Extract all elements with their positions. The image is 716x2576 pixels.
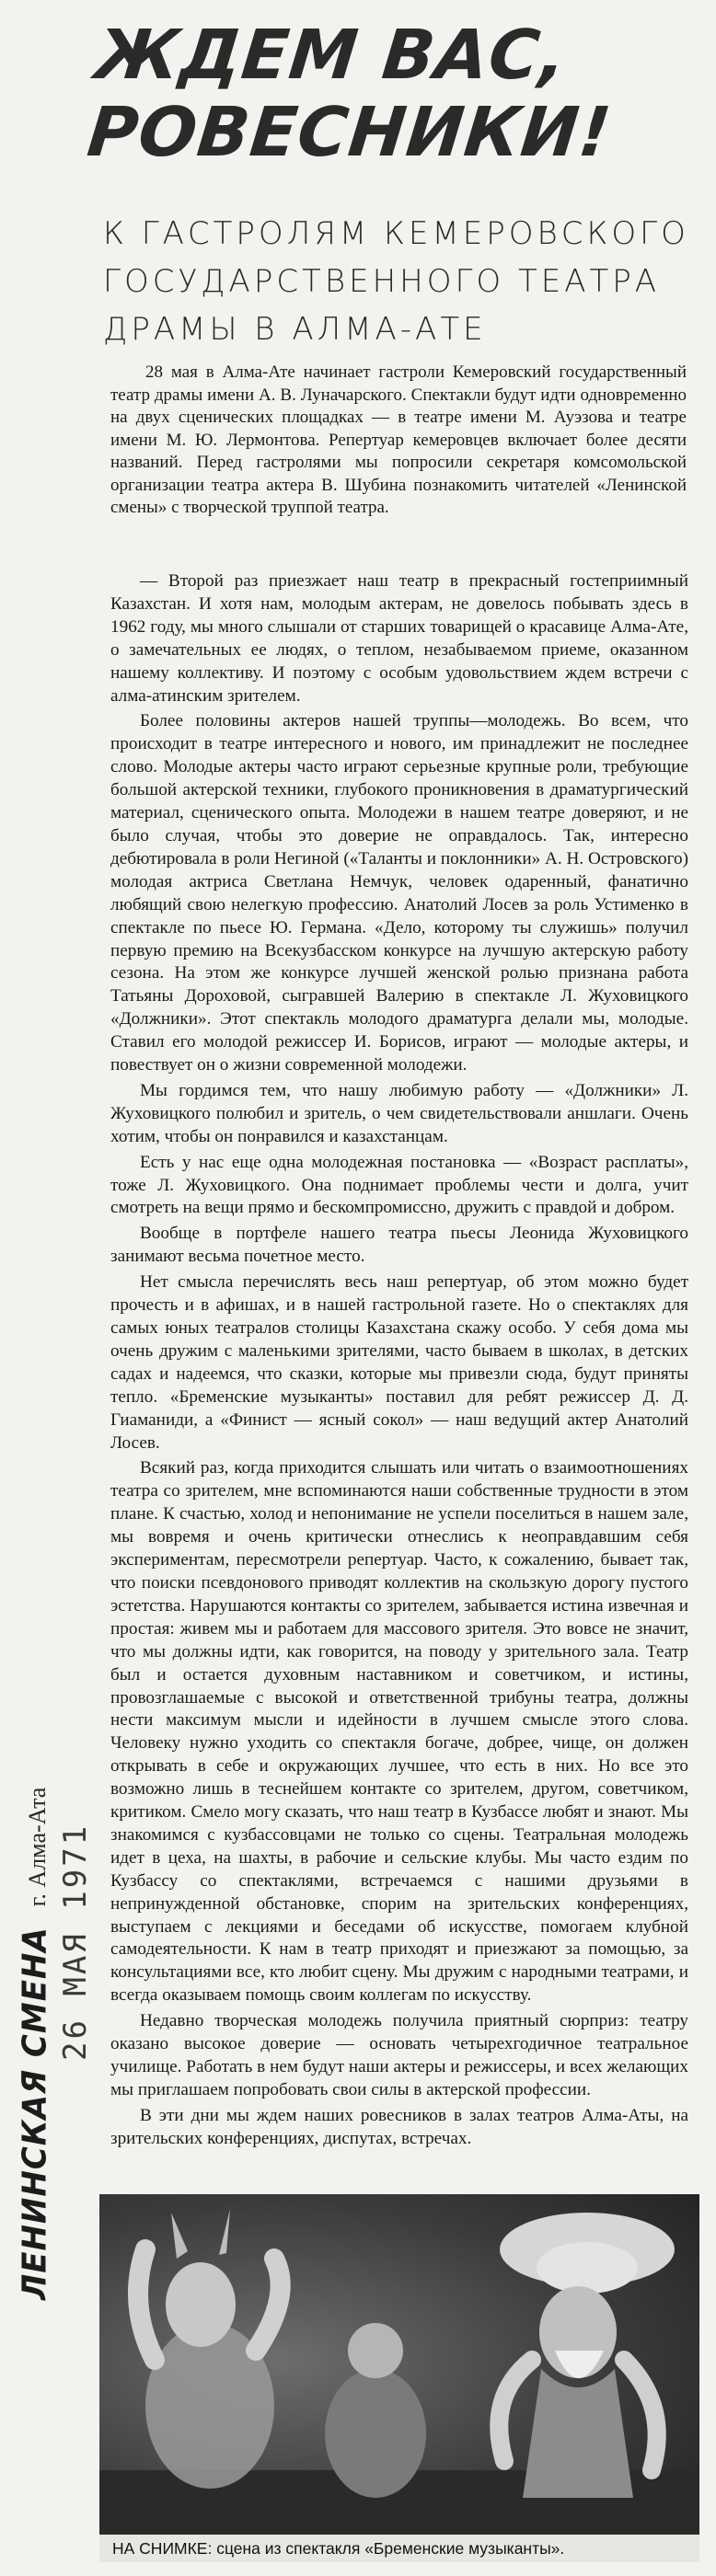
date-stamp: 26 МАЯ 1971: [57, 1823, 94, 2061]
article-body: [110, 570, 688, 2154]
article-paragraph: Вообще в портфеле нашего театра пьесы Леонида Жуховицкого занимают весьма почетное место.: [110, 1224, 688, 1267]
article-lead: 28 мая в Алма-Ате начинает гастроли Кемеровский государственный театр драмы имени А. В. Луначарского. Спектакли будут идти одновременно на двух сценических площадках — в театре имени М. Ауэзова и театре имени М. Ю. Лермонтова. Репертуар кемеровцев включает более десяти названий. Перед гастролями мы попросили секретаря комсомольской организации театра актера В. Шубина познакомить читателей «Ленинской смены» с творческой труппой театра.: [110, 362, 687, 517]
masthead-title-row: [17, 1788, 53, 2300]
article-paragraph: Недавно творческая молодежь получила приятный сюрприз: театру оказано высокое доверие — основать четырехгодичное театральное училище. Работать в нем будут наши актеры и режиссеры, и всех желающих мы приглашаем попробовать свои силы в актерской профессии.: [110, 2011, 688, 2099]
article-headline: ЖДЕМ ВАС, РОВЕСНИКИ!: [84, 16, 616, 172]
article-subheadline: К ГАСТРОЛЯМ КЕМЕРОВСКОГО ГОСУДАРСТВЕННОГО ТЕАТРА ДРАМЫ В АЛМА-АТЕ: [103, 215, 689, 348]
article-paragraph: Есть у нас еще одна молодежная постановка — «Возраст расплаты», тоже Л. Жуховицкого. Она поднимает проблемы чести и долга, учит смотреть на вещи прямо и бескомпромиссно, дружить с правдой и добром.: [110, 1152, 688, 1218]
article-paragraph: Мы гордимся тем, что нашу любимую работу — «Должники» Л. Жуховицкого полюбил и зритель, о чем свидетельствовали аншлаги. Очень хотим, чтобы он понравился и казахстанцам.: [110, 1080, 688, 1146]
article-paragraph: — Второй раз приезжает наш театр в прекрасный гостеприимный Казахстан. И хотя нам, молодым актерам, не довелось побывать здесь в 1962 году, мы много слышали от старших товарищей о красавице Алма-Ате, о замечательных ее людях, о теплом, незабываемом приеме, оказанном нашему коллективу. И поэтому с особым удовольствием ждем встречи с алма-атинским зрителем.: [110, 571, 688, 706]
newspaper-city: г. Алма-Ата: [24, 1787, 51, 1907]
stage-scene-illustration: [99, 2194, 699, 2562]
photo-caption: НА СНИМКЕ: сцена из спектакля «Бременские музыканты».: [99, 2535, 699, 2562]
article-paragraph: Нет смысла перечислять весь наш репертуар, об этом можно будет прочесть и в афишах, и в нашей гастрольной газете. Но о спектаклях для самых юных театралов столицы Казахстана скажу особо. У себя дома мы очень дружим с маленькими зрителями, часто бываем в школах, в детских садах и надеемся, что сказки, которые мы привезли сюда, будут приняты тепло. «Бременские музыканты» поставил для ребят режиссер Д. Д. Гиаманиди, а «Финист — ясный сокол» — наш ведущий актер Анатолий Лосев.: [110, 1272, 688, 1453]
article-paragraph: В эти дни мы ждем наших ровесников в залах театров Алма-Аты, на зрительских конференциях, диспутах, встречах.: [110, 2105, 688, 2148]
article-photo: [99, 2194, 699, 2562]
article-paragraph: Более половины актеров нашей труппы—молодежь. Во всем, что происходит в театре интересного и нового, им принадлежит не последнее слово. Молодые актеры часто играют серьезные крупные роли, требующие большой актерской техники, глубокого проникновения в драматургический материал, сценического опыта. Молодежи в нашем театре доверяют, и не было случая, чтобы это доверие не оправдалось. Так, интересно дебютировала в роли Негиной («Таланты и поклонники» А. Н. Островского) молодая актриса Светлана Немчук, человек одаренный, фанатично любящий свою нелегкую профессию. Анатолий Лосев за роль Устименко в спектакле по пьесе Ю. Германа. «Дело, которому ты служишь» получил первую премию на Всекузбасском конкурсе на лучшую актерскую работу сезона. На этом же конкурсе лучшей женской ролью признана работа Татьяны Дороховой, сыгравшей Валерию в спектакле Л. Жуховицкого «Должники». Этот спектакль молодого драматурга делали мы, молодые. Ставил его молодой режиссер И. Борисов, играют — молодые актеры, и повествует он о жизни современной молодежи.: [110, 711, 688, 1075]
article-paragraph: Всякий раз, когда приходится слышать или читать о взаимоотношениях театра со зрителем, мне вспоминаются наши собственные трудности в этом плане. К счастью, холод и непонимание не успели поселиться в нашем зале, мы вовремя и очень критически отнеслись к неоправдавшим себя экспериментам, пересмотрели репертуар. Часто, к сожалению, бывает так, что поиски псевдонового приводят коллектив на скользкую дорогу пустого эстетства. Нарушаются контакты со зрителем, забывается истина извечная и простая: живем мы и работаем для массового зрителя. Это вовсе не значит, что мы должны идти, как говорится, на поводу у зрительного зала. Театр был и остается духовным наставником и советчиком, и истины, провозглашаемые с высокой и ответственной трибуны театра, должны нести максимум мысли и идейности в лучшем смысле этого слова. Человеку нужно уходить со спектакля богаче, добрее, чище, он должен открывать в себе и окружающих лучшее, что есть в них. Но все это возможно лишь в теснейшем контакте со зрителем, другом, советчиком, критиком. Смело могу сказать, что наш театр в Кузбассе любят и знают. Мы знакомимся с кузбассовцами не только со сцены. Театральная молодежь идет в цеха, на шахты, в рабочие и сельские клубы. Мы часто ездим по Кузбассу со спектаклями, встречаемся с нашими друзьями в непринужденной обстановке, спорим на зрительских конференциях, выступаем с лекциями и беседами об искусстве, помогаем клубной самодеятельности. К нам в театр приходят и приезжают за помощью, за консультациями все, кто любит сцену. Мы дружим с народными театрами, и всегда оказываем помощь своим коллегам по искусству.: [110, 1458, 688, 2006]
newspaper-name: ЛЕНИНСКАЯ СМЕНА: [16, 1926, 54, 2300]
